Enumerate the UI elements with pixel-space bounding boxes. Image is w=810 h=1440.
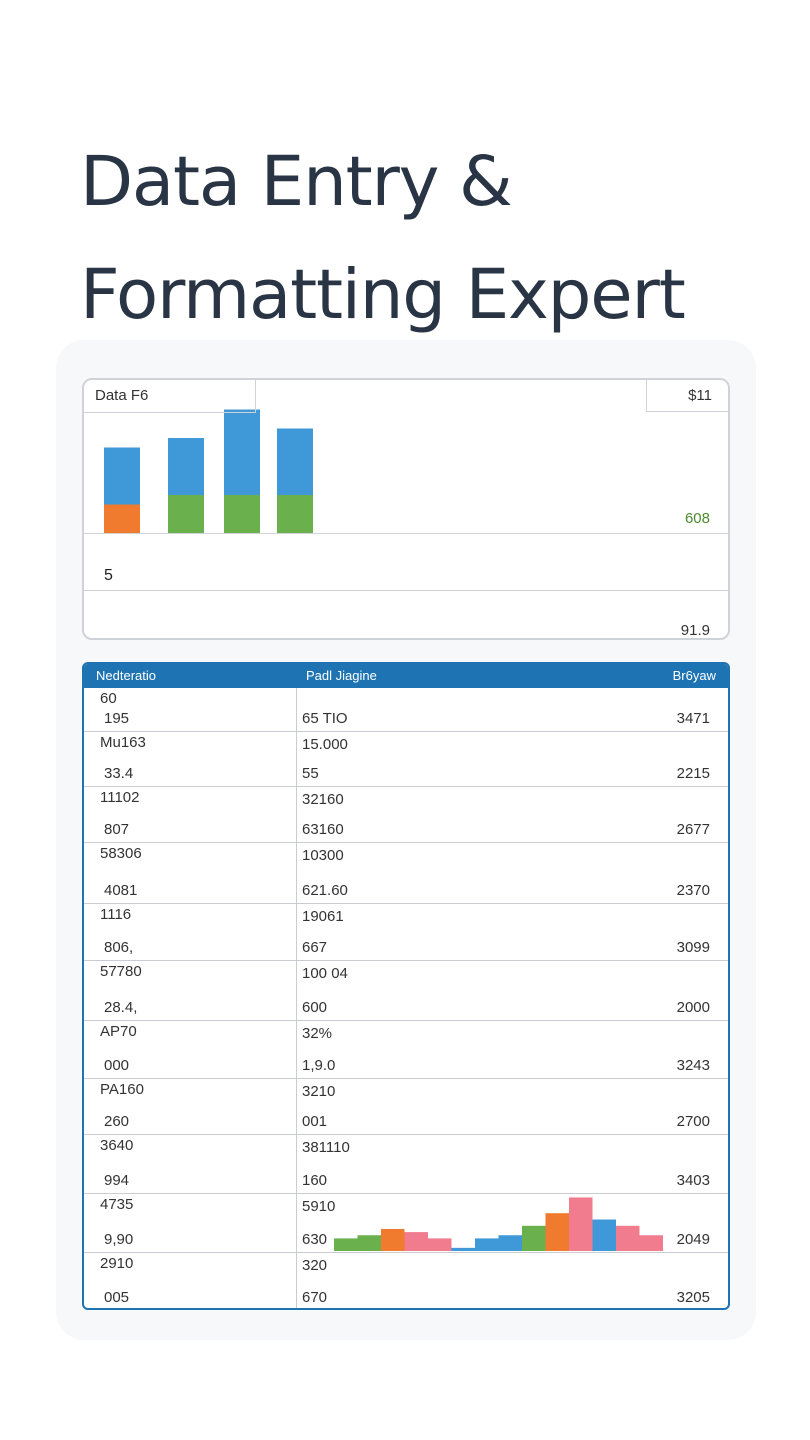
chart-value-right: 91.9	[680, 622, 710, 639]
bar-segment	[277, 429, 313, 496]
histogram-bar	[405, 1232, 429, 1251]
cell-col2-bottom: 667	[302, 939, 328, 956]
cell-col2-top: 10300	[302, 847, 344, 864]
cell-col3: 3205	[676, 1289, 710, 1306]
cell-col3: 3243	[676, 1057, 710, 1074]
cell-col1-top: 1116	[100, 906, 132, 923]
cell-col2-bottom: 65 TIO	[302, 710, 348, 727]
histogram-bar	[381, 1229, 405, 1251]
cell-col2-top: 3210	[302, 1083, 336, 1100]
cell-col1-bottom: 806,	[104, 939, 134, 956]
page-title	[80, 126, 780, 352]
cell-col1-bottom: 005	[104, 1289, 130, 1306]
histogram-bar	[522, 1226, 546, 1251]
title-line-2: Formatting Expert	[80, 255, 685, 335]
bar-segment	[168, 438, 204, 495]
histogram-bar	[616, 1226, 640, 1251]
cell-col3: 2677	[676, 821, 710, 838]
bar-segment	[104, 448, 140, 505]
cell-col2-top: 5910	[302, 1198, 336, 1215]
cell-col2-bottom: 630	[302, 1231, 328, 1248]
inline-bar-chart	[84, 664, 730, 1310]
histogram-bar	[334, 1238, 358, 1251]
cell-col2-bottom: 670	[302, 1289, 328, 1306]
bar-segment	[277, 495, 313, 533]
cell-col2-bottom: 1,9.0	[302, 1057, 336, 1074]
cell-col2-top: 320	[302, 1257, 328, 1274]
cell-col1-bottom: 994	[104, 1172, 130, 1189]
histogram-bar	[546, 1213, 570, 1251]
chart-divider	[84, 590, 728, 591]
cell-col1-bottom: 807	[104, 821, 130, 838]
title-line-1: Data Entry &	[80, 142, 512, 222]
cell-col1-top: 2910	[100, 1255, 134, 1272]
cell-col1-bottom: 195	[104, 710, 130, 727]
bar-segment	[224, 410, 260, 496]
cell-col1-top: 57780	[100, 963, 142, 980]
cell-col1-bottom: 33.4	[104, 765, 134, 782]
cell-col2-top: 32%	[302, 1025, 333, 1042]
histogram-bar	[475, 1238, 499, 1251]
cell-col2-bottom: 55	[302, 765, 319, 782]
cell-col2-top: 19061	[302, 908, 344, 925]
cell-col1-top: PA160	[100, 1081, 144, 1098]
bar-segment	[104, 505, 140, 534]
cell-col3: 2700	[676, 1113, 710, 1130]
cell-col3: 3471	[676, 710, 710, 727]
chart-value-left: 5	[104, 567, 113, 584]
cell-col1-bottom: 000	[104, 1057, 130, 1074]
bar-segment	[168, 495, 204, 533]
cell-col3: 2000	[676, 999, 710, 1016]
cell-col3: 2049	[676, 1231, 710, 1248]
bar-segment	[224, 495, 260, 533]
chart-label-left: Data F6	[84, 380, 256, 413]
histogram-bar	[452, 1248, 476, 1251]
histogram-bar	[569, 1197, 593, 1251]
header-col-1[interactable]: Nedteratio	[96, 668, 156, 683]
cell-col1-top: 4735	[100, 1196, 134, 1213]
histogram-bar	[640, 1235, 664, 1251]
cell-col1-top: AP70	[100, 1023, 137, 1040]
cell-col1-top: 3640	[100, 1137, 134, 1154]
cell-col2-bottom: 621.60	[302, 882, 348, 899]
cell-col3: 2370	[676, 882, 710, 899]
chart-green-label: 608	[684, 510, 710, 527]
cell-col2-bottom: 63160	[302, 821, 344, 838]
histogram-bar	[358, 1235, 382, 1251]
cell-col1-bottom: 9,90	[104, 1231, 134, 1248]
bar-chart	[84, 380, 730, 640]
cell-col1-bottom: 28.4,	[104, 999, 138, 1016]
cell-col1-top: Mu163	[100, 734, 146, 751]
chart-panel	[82, 378, 730, 640]
cell-col2-top: 32160	[302, 791, 344, 808]
cell-col1-top: 11102	[100, 789, 140, 806]
chart-divider	[84, 533, 728, 534]
cell-col1-top: 58306	[100, 845, 142, 862]
data-table	[82, 662, 730, 1310]
cell-col2-bottom: 600	[302, 999, 328, 1016]
cell-col2-bottom: 001	[302, 1113, 328, 1130]
cell-col1-top: 60	[100, 690, 117, 707]
header-col-2[interactable]: Padl Jiagine	[306, 668, 377, 683]
histogram-bar	[593, 1220, 617, 1252]
cell-col2-top: 381110	[302, 1139, 350, 1156]
cell-col3: 3403	[676, 1172, 710, 1189]
cell-col3: 2215	[676, 765, 710, 782]
cell-col1-bottom: 260	[104, 1113, 130, 1130]
cell-col2-top: 15.000	[302, 736, 348, 753]
chart-label-right: $11	[646, 380, 728, 412]
header-col-3[interactable]: Br6yaw	[672, 668, 716, 683]
histogram-bar	[499, 1235, 523, 1251]
cell-col2-top: 100 04	[302, 965, 348, 982]
cell-col3: 3099	[676, 939, 710, 956]
histogram-bar	[428, 1238, 452, 1251]
cell-col2-bottom: 160	[302, 1172, 328, 1189]
cell-col1-bottom: 4081	[104, 882, 138, 899]
